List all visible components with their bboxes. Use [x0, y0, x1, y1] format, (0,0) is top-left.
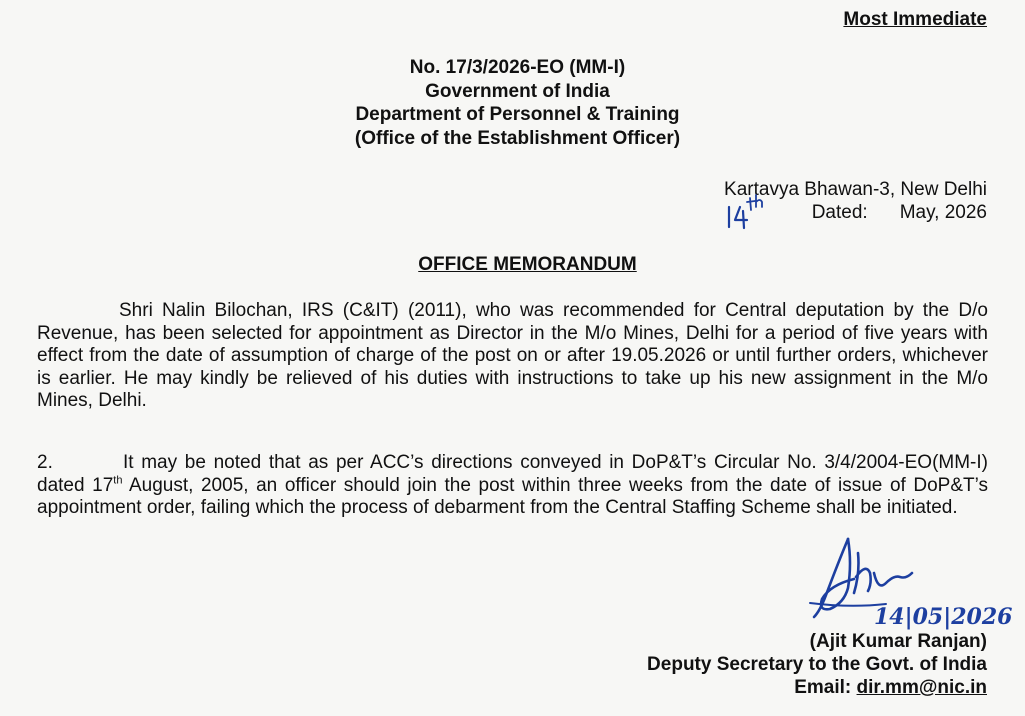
- email-link[interactable]: dir.mm@nic.in: [856, 677, 987, 698]
- paragraph-2: [37, 452, 988, 520]
- dated-label: Dated:: [811, 202, 868, 223]
- paragraph-2-number: 2.: [37, 452, 53, 473]
- email-line: [647, 676, 987, 699]
- memorandum-title: OFFICE MEMORANDUM: [418, 254, 637, 275]
- paragraph-1: Shri Nalin Bilochan, IRS (C&IT) (2011), who was recommended for Central deputation by the D/o Revenue, has been selected for appointment as Director in the M/o Mines, Delhi for a period of five years with effect from the date of assumption of charge of the post on or after 19.05.2026 or until further orders, whichever is earlier. He may kindly be relieved of his duties with instructions to take up his new assignment in the M/o Mines, Delhi.: [37, 300, 988, 411]
- place-and-date: [724, 178, 987, 224]
- dated-rest: May, 2026: [899, 202, 987, 223]
- signature-date-text: 14|05|2026: [874, 604, 1013, 630]
- paragraph-2-text-end: August, 2005, an officer should join the post within three weeks from the date of issue of DoP&T’s appointment order, failing which the process of debarment from the Central Staffing Scheme shall be initiated.: [37, 474, 988, 518]
- place-line: Kartavya Bhawan-3, New Delhi: [724, 179, 987, 200]
- file-number: No. 17/3/2026-EO (MM-I): [409, 57, 626, 78]
- handwritten-date-mark: [723, 193, 783, 229]
- ordinal-suffix: th: [113, 474, 123, 487]
- signatory-designation: Deputy Secretary to the Govt. of India: [647, 654, 987, 675]
- signature-date-handwritten: [790, 598, 1013, 632]
- paragraph-2-text-start: It may be noted that as per ACC’s directions conveyed in DoP&T’s Circular No. 3/4/2004-EO(MM-I) dated 17: [37, 452, 988, 496]
- office-name: (Office of the Establishment Officer): [354, 127, 681, 149]
- government-name: Government of India: [425, 80, 610, 102]
- signatory-name: (Ajit Kumar Ranjan): [809, 631, 987, 652]
- date-line: [724, 201, 987, 224]
- urgency-label: Most Immediate: [843, 9, 987, 30]
- department-name: Department of Personnel & Training: [355, 104, 680, 125]
- email-label: Email:: [794, 677, 852, 698]
- letterhead: [0, 56, 1025, 150]
- signatory-block: [647, 630, 987, 699]
